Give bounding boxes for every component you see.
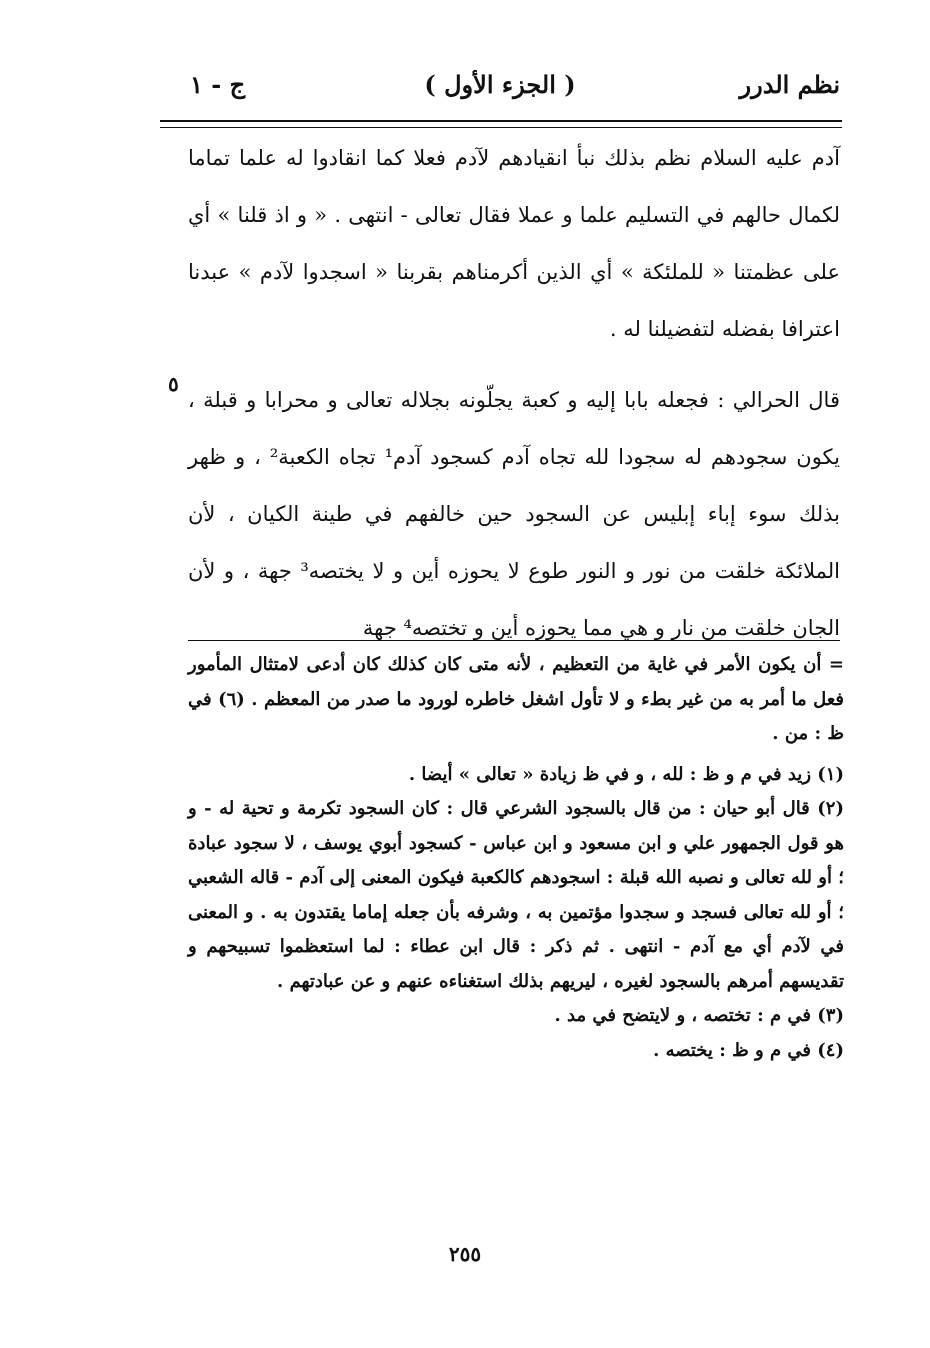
volume-label: ج - ١ [190, 70, 246, 99]
page-number: ٢٥٥ [448, 1242, 482, 1266]
paragraph: قال الحرالي : فجعله بابا إليه و كعبة يجلّونه بجلاله تعالى و محرابا و قبلة ، يكون سجودهم له سجودا لله تجاه آدم كسجود آدم¹ تجاه الكعبة² ، و ظهر بذلك سوء إباء إبليس عن السجود حين خالفهم في طينة الكيان ، لأن الملائكة خلقت من نور و النور طوع لا يحوزه أين و لا يختصه³ جهة ، و لأن الجان خلقت من نار و هي مما يحوزه أين و تختصه⁴ جهة [188, 388, 840, 640]
footnote-4: (٤) في م و ظ : يختصه . [653, 1039, 844, 1061]
paragraph: آدم عليه السلام نظم بذلك نبأ انقيادهم لآدم فعلا كما انقادوا له علما تماما لكمال حالهم في التسليم علما و عملا فقال تعالى - انتهى . « و اذ قلنا » أي على عظمتنا « للملئكة » أي الذين أكرمناهم بقربنا « اسجدوا لآدم » عبدنا اعترافا بفضله لتفضيلنا له . [188, 146, 840, 341]
footnote-continuation: = أن يكون الأمر في غاية من التعظيم ، لأنه متى كان كذلك كان أدعى لامتثال المأمور فعل ما أمر به من غير بطء و لا تأول اشغل خاطره لورود ما صدر من المعظم . (٦) في ظ : من . [188, 654, 844, 744]
footnote-3: (٣) في م : تختصه ، و لايتضح في مد . [554, 1005, 844, 1026]
running-header [160, 70, 840, 110]
footnotes [188, 648, 844, 1068]
main-text [188, 130, 840, 657]
book-title: نظم الدرر [739, 70, 840, 99]
footnote-2: (٢) قال أبو حيان : من قال بالسجود الشرعي قال : كان السجود تكرمة و تحية له - و هو قول الجمهور علي و ابن مسعود و ابن عباس - كسجود أبوي يوسف ، لا سجود عبادة ؛ أو لله تعالى و نصبه الله قبلة : اسجودهم كالكعبة فيكون المعنى إلى آدم - قاله الشعبي ؛ أو لله تعالى فسجد و سجدوا مؤتمين به ، وشرفه بأن جعله إماما يقتدون به . و المعنى في لآدم أي مع آدم - انتهى . ثم ذكر : قال ابن عطاء : لما استعظموا تسبيحهم و تقديسهم أمرهم بالسجود لغيره ، ليريهم بذلك استغناءه عنهم و عن عبادتهم . [188, 798, 844, 992]
part-label: ( الجزء الأول ) [424, 70, 576, 99]
line-number-marker: ٥ [168, 372, 179, 396]
header-divider [160, 120, 842, 128]
footnote-1: (١) زيد في م و ظ : لله ، و في ظ زيادة « تعالى » أيضا . [408, 763, 844, 785]
footnote-divider [188, 640, 840, 641]
